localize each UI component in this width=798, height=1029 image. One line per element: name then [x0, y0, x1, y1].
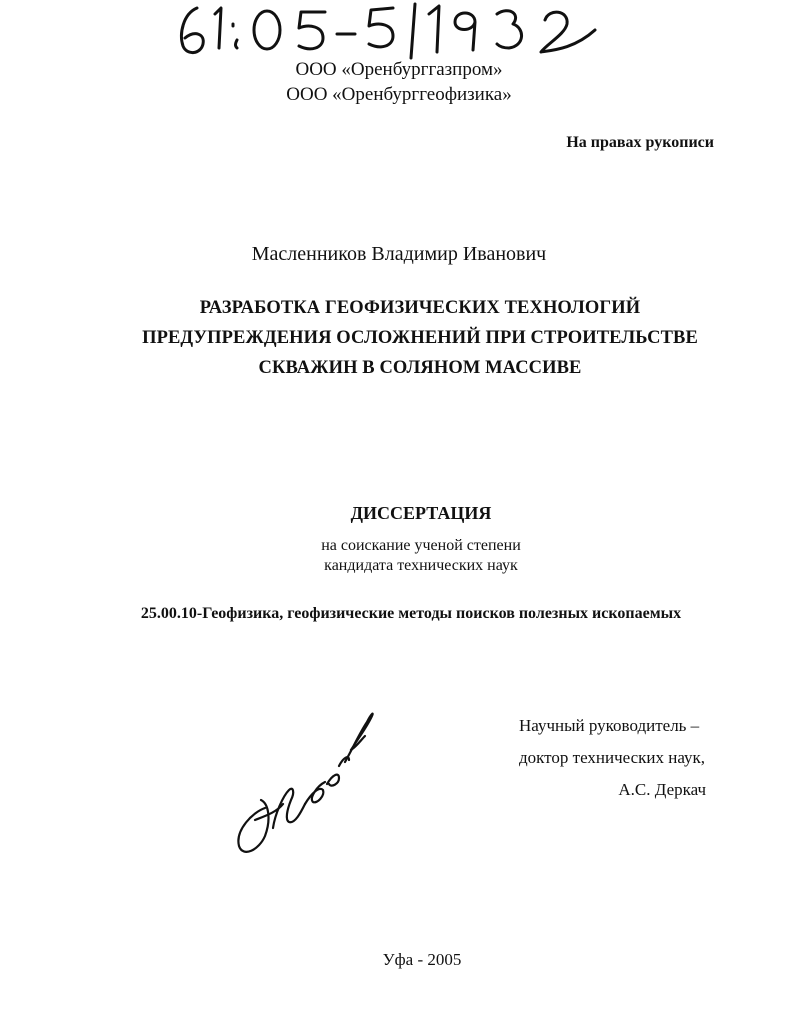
rights-notice: На правах рукописи [566, 134, 714, 151]
document-type: ДИССЕРТАЦИЯ [350, 503, 492, 523]
dissertation-title [0, 293, 798, 383]
city-year: Уфа - 2005 [382, 950, 462, 969]
handwritten-signature [225, 700, 385, 860]
title-line-2: ПРЕДУПРЕЖДЕНИЯ ОСЛОЖНЕНИЙ ПРИ СТРОИТЕЛЬСТВЕ [142, 328, 698, 348]
organization-2: ООО «Оренбурггеофизика» [286, 84, 512, 105]
author-name: Масленников Владимир Иванович [251, 243, 547, 265]
supervisor-block [519, 710, 705, 806]
degree-line-1: на соискание ученой степени [321, 537, 521, 554]
supervisor-name: А.С. Деркач [618, 780, 707, 799]
organization-1: ООО «Оренбурггазпром» [295, 59, 503, 80]
title-line-3: СКВАЖИН В СОЛЯНОМ МАССИВЕ [258, 358, 582, 378]
degree-statement [0, 536, 798, 576]
supervisor-role: Научный руководитель – [519, 716, 700, 735]
degree-line-2: кандидата технических наук [324, 557, 518, 574]
title-line-1: РАЗРАБОТКА ГЕОФИЗИЧЕСКИХ ТЕХНОЛОГИЙ [199, 298, 641, 318]
handwritten-archive-number [175, 0, 635, 62]
supervisor-degree: доктор технических наук, [519, 748, 706, 767]
specialty: 25.00.10-Геофизика, геофизические методы поисков полезных ископаемых [140, 605, 682, 622]
organizations [0, 57, 798, 107]
